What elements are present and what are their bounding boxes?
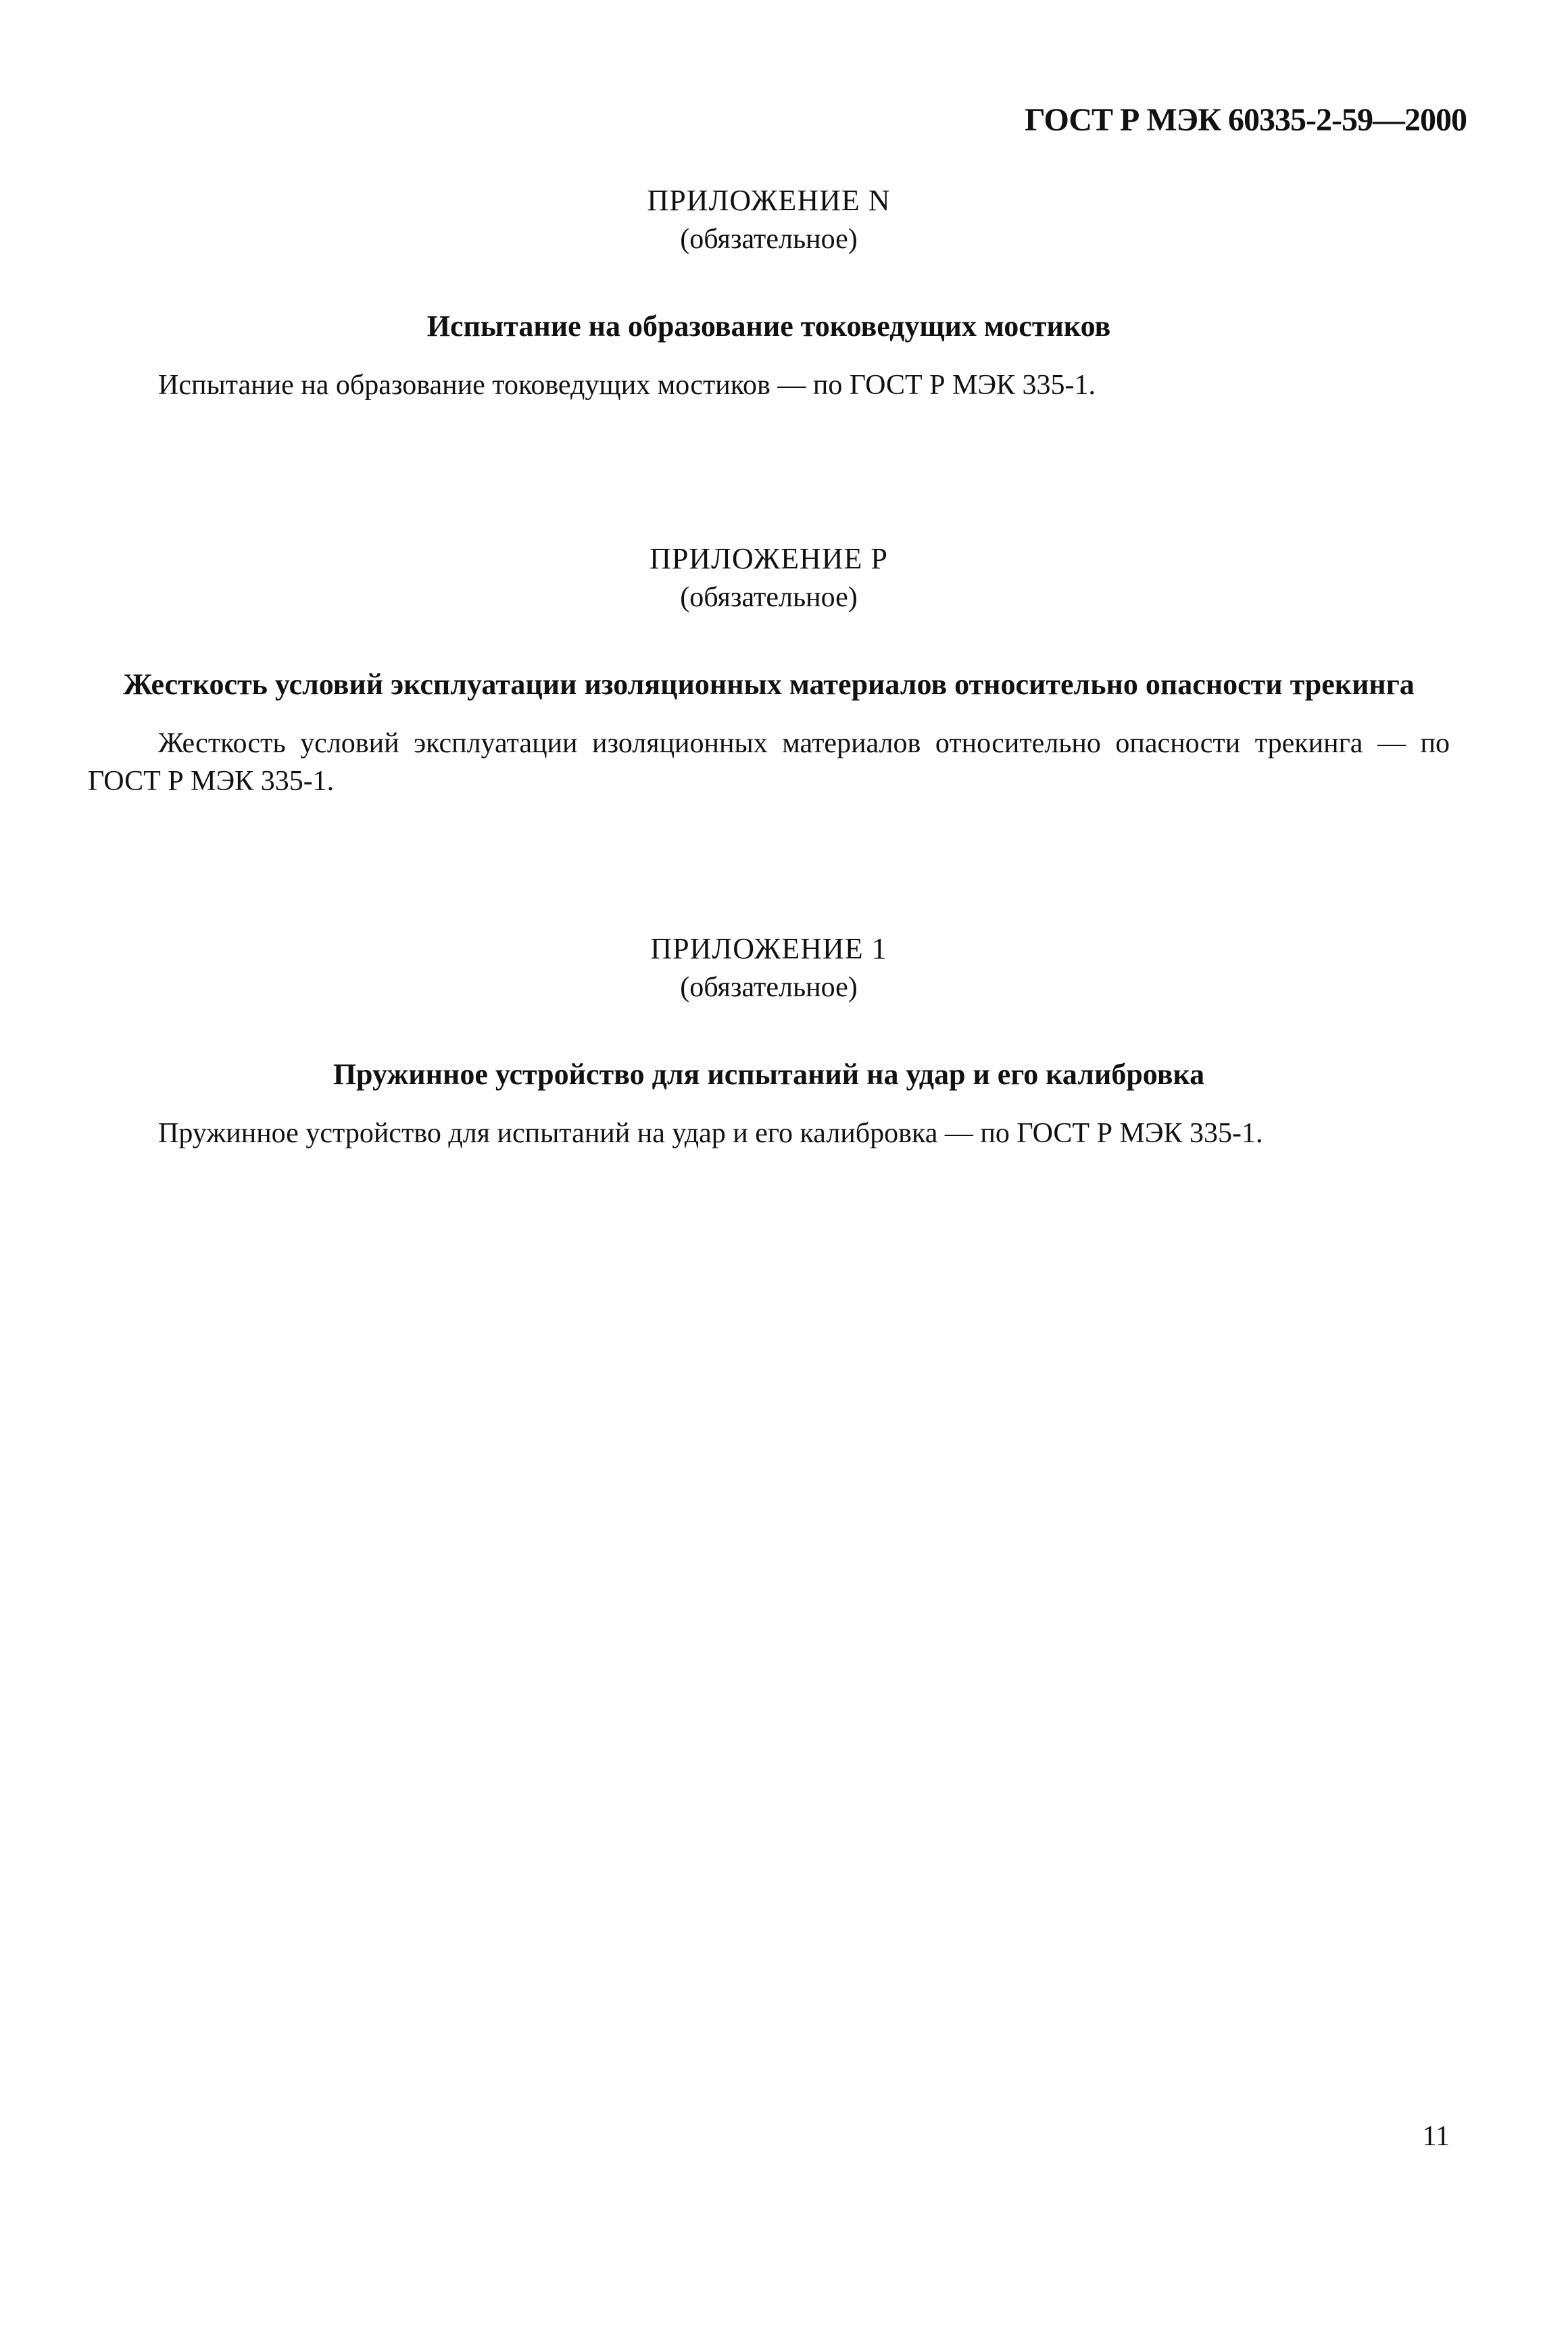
appendix-1-body: Пружинное устройство для испытаний на удар и его калибровка — по ГОСТ Р МЭК 335-1. xyxy=(158,1118,1263,1149)
appendix-1-heading: Пружинное устройство для испытаний на удар и его калибровка xyxy=(333,1058,1205,1091)
appendix-n-status: (обязательное) xyxy=(680,224,858,255)
appendix-1-status: (обязательное) xyxy=(680,972,858,1003)
appendix-p-section xyxy=(88,539,1450,800)
appendix-n-title: ПРИЛОЖЕНИЕ N xyxy=(647,184,891,217)
document-code-header: ГОСТ Р МЭК 60335-2-59—2000 xyxy=(1025,102,1467,138)
appendix-p-title: ПРИЛОЖЕНИЕ Р xyxy=(650,542,888,575)
appendix-1-title: ПРИЛОЖЕНИЕ 1 xyxy=(650,932,887,965)
appendix-n-heading: Испытание на образование токоведущих мостиков xyxy=(426,310,1111,343)
appendix-p-body: Жесткость условий эксплуатации изоляционных материалов относительно опасности трекинга — по ГОСТ Р МЭК 335-1. xyxy=(88,728,1450,797)
appendix-1-section xyxy=(88,929,1450,1152)
appendix-n-section xyxy=(88,181,1450,404)
appendix-p-status: (обязательное) xyxy=(680,582,858,613)
page-number: 11 xyxy=(1422,2121,1450,2152)
appendix-p-heading: Жесткость условий эксплуатации изоляционных материалов относительно опасности трекинга xyxy=(123,668,1415,701)
appendix-n-body: Испытание на образование токоведущих мостиков — по ГОСТ Р МЭК 335-1. xyxy=(158,370,1096,401)
